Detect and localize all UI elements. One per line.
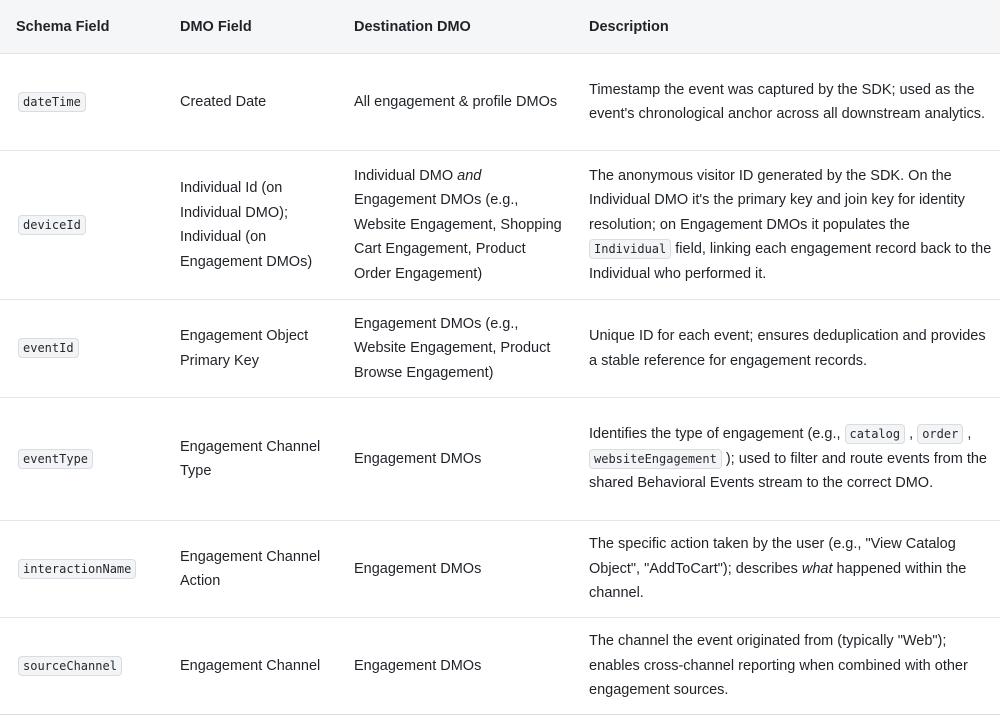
field-code: dateTime bbox=[18, 92, 86, 112]
field-code: interactionName bbox=[18, 559, 136, 579]
destination-text: Engagement DMOs (e.g., Website Engagement, Shopping Cart Engagement, Product Order Engagement) bbox=[354, 192, 562, 282]
description-text: ); used to filter and route events from the shared Behavioral Events stream to the correct DMO. bbox=[589, 450, 987, 492]
description-text: field, linking each engagement record back to the Individual who performed it. bbox=[589, 241, 992, 282]
description-emphasis: what bbox=[801, 560, 833, 577]
dmo-field-cell: Engagement Object Primary Key bbox=[164, 300, 338, 398]
schema-field-cell bbox=[0, 151, 164, 300]
field-code: eventType bbox=[18, 449, 93, 469]
schema-field-cell bbox=[0, 398, 164, 521]
table-row bbox=[0, 54, 1000, 151]
description-cell bbox=[573, 521, 1000, 618]
header-row bbox=[0, 0, 1000, 54]
description-text: The specific action taken by the user (e.g., "View Catalog Object", "AddToCart"); describes bbox=[589, 536, 956, 577]
description-cell bbox=[573, 398, 1000, 521]
schema-field-cell bbox=[0, 300, 164, 398]
field-code: deviceId bbox=[18, 215, 86, 235]
description-cell: Timestamp the event was captured by the SDK; used as the event's chronological anchor across all downstream analytics. bbox=[573, 54, 1000, 151]
header-dmo-field: DMO Field bbox=[164, 0, 338, 54]
table-header bbox=[0, 0, 1000, 54]
description-text: Identifies the type of engagement (e.g., bbox=[589, 426, 845, 443]
dmo-field-cell: Individual Id (on Individual DMO); Individual (on Engagement DMOs) bbox=[164, 151, 338, 300]
description-text: happened within the channel. bbox=[589, 560, 967, 602]
destination-cell bbox=[338, 151, 573, 300]
field-code: sourceChannel bbox=[18, 656, 122, 676]
destination-cell: Engagement DMOs bbox=[338, 398, 573, 521]
dmo-field-cell: Created Date bbox=[164, 54, 338, 151]
dmo-field-cell: Engagement Channel bbox=[164, 618, 338, 715]
destination-cell: All engagement & profile DMOs bbox=[338, 54, 573, 151]
dmo-field-cell: Engagement Channel Type bbox=[164, 398, 338, 521]
schema-field-cell bbox=[0, 618, 164, 715]
destination-cell: Engagement DMOs bbox=[338, 618, 573, 715]
header-schema-field: Schema Field bbox=[0, 0, 164, 54]
description-cell: The channel the event originated from (typically "Web"); enables cross-channel reporting when combined with other engagement sources. bbox=[573, 618, 1000, 715]
field-code: eventId bbox=[18, 338, 79, 358]
table-row bbox=[0, 300, 1000, 398]
dmo-field-cell: Engagement Channel Action bbox=[164, 521, 338, 618]
destination-cell: Engagement DMOs bbox=[338, 521, 573, 618]
header-description: Description bbox=[573, 0, 1000, 54]
table-body bbox=[0, 54, 1000, 715]
inline-code: websiteEngagement bbox=[589, 449, 722, 469]
destination-emphasis: and bbox=[457, 167, 482, 184]
description-cell bbox=[573, 151, 1000, 300]
schema-field-cell bbox=[0, 54, 164, 151]
separator: , bbox=[905, 426, 918, 443]
inline-code: catalog bbox=[845, 424, 906, 444]
description-text: The anonymous visitor ID generated by the SDK. On the Individual DMO it's the primary key and join key for identity resolution; on Engagement DMOs it populates the bbox=[589, 167, 965, 233]
description-cell: Unique ID for each event; ensures deduplication and provides a stable reference for engagement records. bbox=[573, 300, 1000, 398]
table-row bbox=[0, 398, 1000, 521]
table-row bbox=[0, 618, 1000, 715]
header-destination-dmo: Destination DMO bbox=[338, 0, 573, 54]
inline-code: order bbox=[917, 424, 963, 444]
separator: , bbox=[963, 426, 972, 443]
destination-cell: Engagement DMOs (e.g., Website Engagement, Product Browse Engagement) bbox=[338, 300, 573, 398]
schema-field-cell bbox=[0, 521, 164, 618]
table-row bbox=[0, 521, 1000, 618]
table-row bbox=[0, 151, 1000, 300]
inline-code: Individual bbox=[589, 239, 671, 259]
destination-text: Individual DMO bbox=[354, 167, 458, 184]
